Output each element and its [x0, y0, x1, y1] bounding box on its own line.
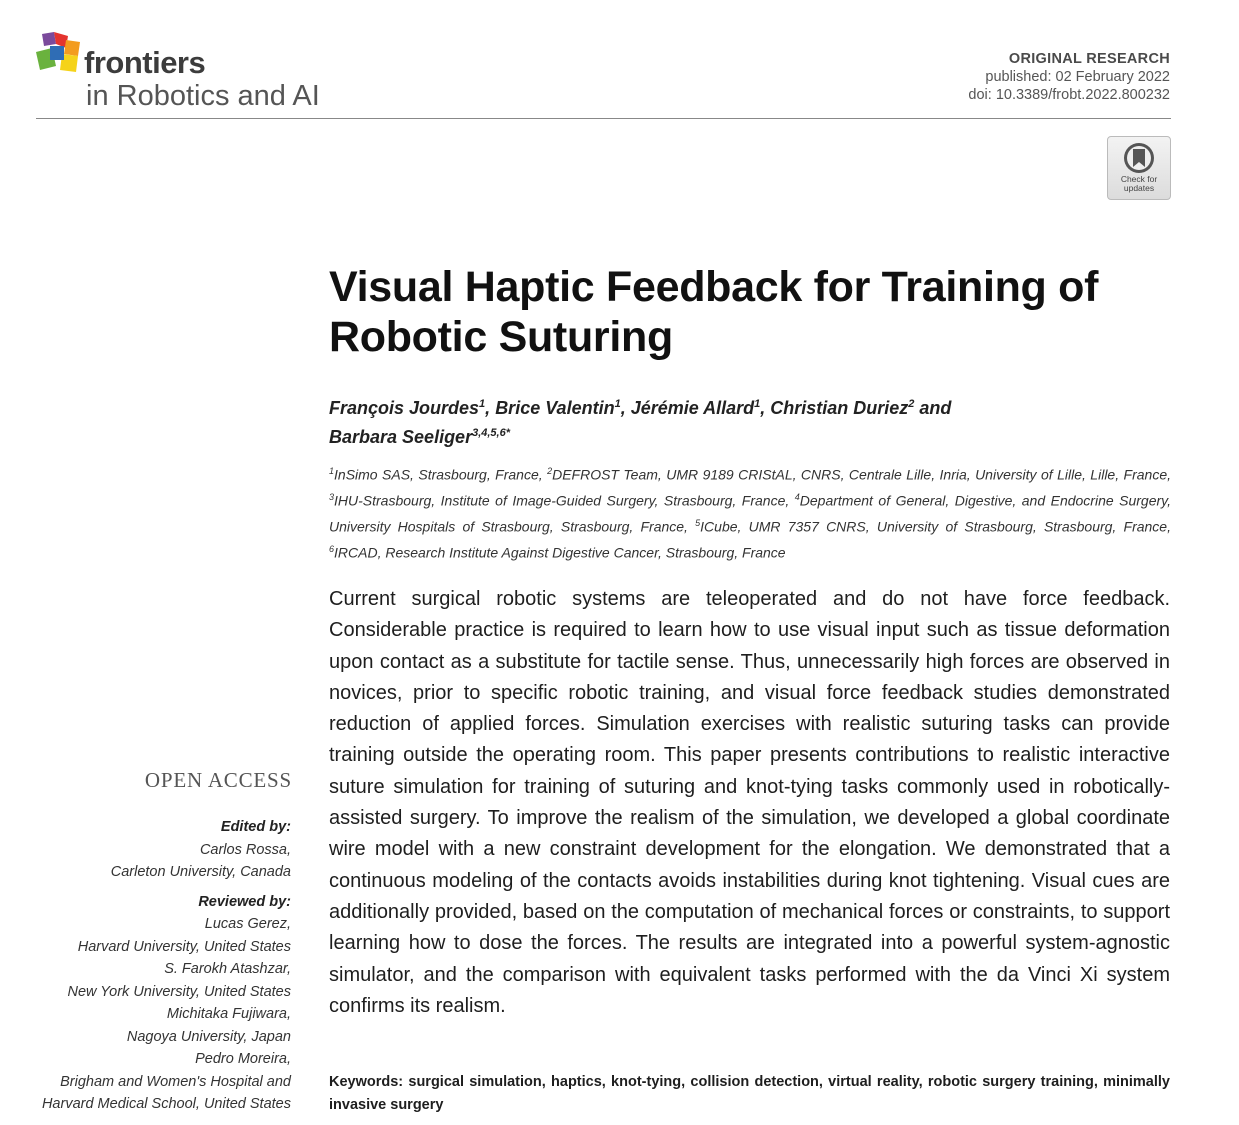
- author[interactable]: François Jourdes$^1$: [329, 398, 486, 418]
- affiliations: $^1$InSimo SAS, Strasbourg, France, $^2$DEFROST Team, UMR 9189 CRIStAL, CNRS, Centrale Lille, Inria, University of Lille, Lille, France, $^3$IHU-Strasbourg, Institute of Image-Guided Surgery, Strasbourg, France, $^4$Department of General, Digestive, and Endocrine Surgery, University Hospitals of Strasbourg, Strasbourg, France, $^5$ICube, UMR 7357 CNRS, University of Strasbourg, Strasbourg, France, $^6$IRCAD, Research Institute Against Digestive Cancer, Strasbourg, France: [329, 466, 1172, 562]
- open-access-label: OPEN ACCESS: [144, 768, 292, 792]
- keywords-label: Keywords:: [329, 1074, 404, 1090]
- keywords-list: surgical simulation, haptics, knot-tying, collision detection, virtual reality, robotic surgery training, minimally invasive surgery: [329, 1074, 1170, 1113]
- editor-affiliation: Carleton University, Canada: [110, 864, 291, 880]
- editorial-sidebar: [20, 816, 291, 1116]
- reviewer-name[interactable]: Michitaka Fujiwara,: [166, 1006, 291, 1022]
- published-date: published: 02 February 2022: [985, 69, 1170, 85]
- reviewed-by-label: Reviewed by:: [198, 893, 291, 910]
- reviewer-name[interactable]: S. Farokh Atashzar,: [164, 961, 291, 977]
- bookmark-check-icon: [1122, 141, 1156, 175]
- corresponding-author-mark: *: [505, 427, 510, 439]
- keywords: [329, 1071, 1170, 1117]
- article-title: Visual Haptic Feedback for Training of Robotic Suturing: [329, 263, 1099, 361]
- author[interactable]: Jérémie Allard$^1$: [630, 398, 761, 418]
- author[interactable]: Brice Valentin$^1$: [495, 398, 621, 418]
- abstract: Current surgical robotic systems are teleoperated and do not have force feedback. Considerable practice is required to learn how to use visual input such as tissue deformation upon contact as a substitute for tactile sense. Thus, unnecessarily high forces are observed in novices, prior to specific robotic training, and visual force feedback studies demonstrated reduction of applied forces. Simulation exercises with realistic suturing tasks can provide training outside the operating room. This paper presents contributions to realistic interactive suture simulation for training of suturing and knot-tying tasks commonly used in robotically-assisted surgery. To improve the realism of the simulation, we developed a global coordinate wire model with a new constraint development for the elongation. We demonstrated that a continuous modeling of the contacts avoids instabilities during knot tightening. Visual cues are additionally provided, based on the computation of mechanical forces or constraints, to support learning how to dose the forces. The results are integrated into a powerful system-agnostic simulator, and the comparison with equivalent tasks performed with the da Vinci Xi system confirms its realism.: [329, 588, 1170, 1017]
- reviewer-name[interactable]: Lucas Gerez,: [204, 916, 291, 932]
- brand-name: frontiers: [84, 45, 206, 80]
- reviewer-affiliation: Nagoya University, Japan: [126, 1028, 291, 1045]
- reviewer-name[interactable]: Pedro Moreira,: [195, 1051, 291, 1067]
- article-type: ORIGINAL RESEARCH: [1008, 51, 1170, 67]
- reviewer-affiliation: Brigham and Women's Hospital and Harvard Medical School, United States: [41, 1073, 291, 1112]
- doi-link[interactable]: doi: 10.3389/frobt.2022.800232: [968, 87, 1170, 103]
- check-for-updates-button[interactable]: [1107, 136, 1171, 200]
- editor-name[interactable]: Carlos Rossa,: [199, 841, 291, 858]
- journal-name: in Robotics and AI: [86, 80, 320, 112]
- reviewer-affiliation: New York University, United States: [67, 983, 291, 1000]
- author[interactable]: Christian Duriez$^2$: [770, 398, 915, 418]
- author[interactable]: Barbara Seeliger$^{3,4,5,6}$: [329, 427, 506, 447]
- check-for-updates-label: Check for updates: [1120, 174, 1158, 193]
- frontiers-logo-icon: [36, 32, 84, 84]
- author-list: François Jourdes$^1$, Brice Valentin$^1$, Jérémie Allard$^1$, Christian Duriez$^2$ and Barbara Seeliger$^{3,4,5,6*}$: [329, 398, 952, 447]
- journal-logo[interactable]: [36, 32, 396, 114]
- reviewer-affiliation: Harvard University, United States: [77, 938, 291, 955]
- edited-by-label: Edited by:: [220, 819, 291, 835]
- header-divider: [36, 118, 1171, 119]
- article-meta: [968, 50, 1170, 104]
